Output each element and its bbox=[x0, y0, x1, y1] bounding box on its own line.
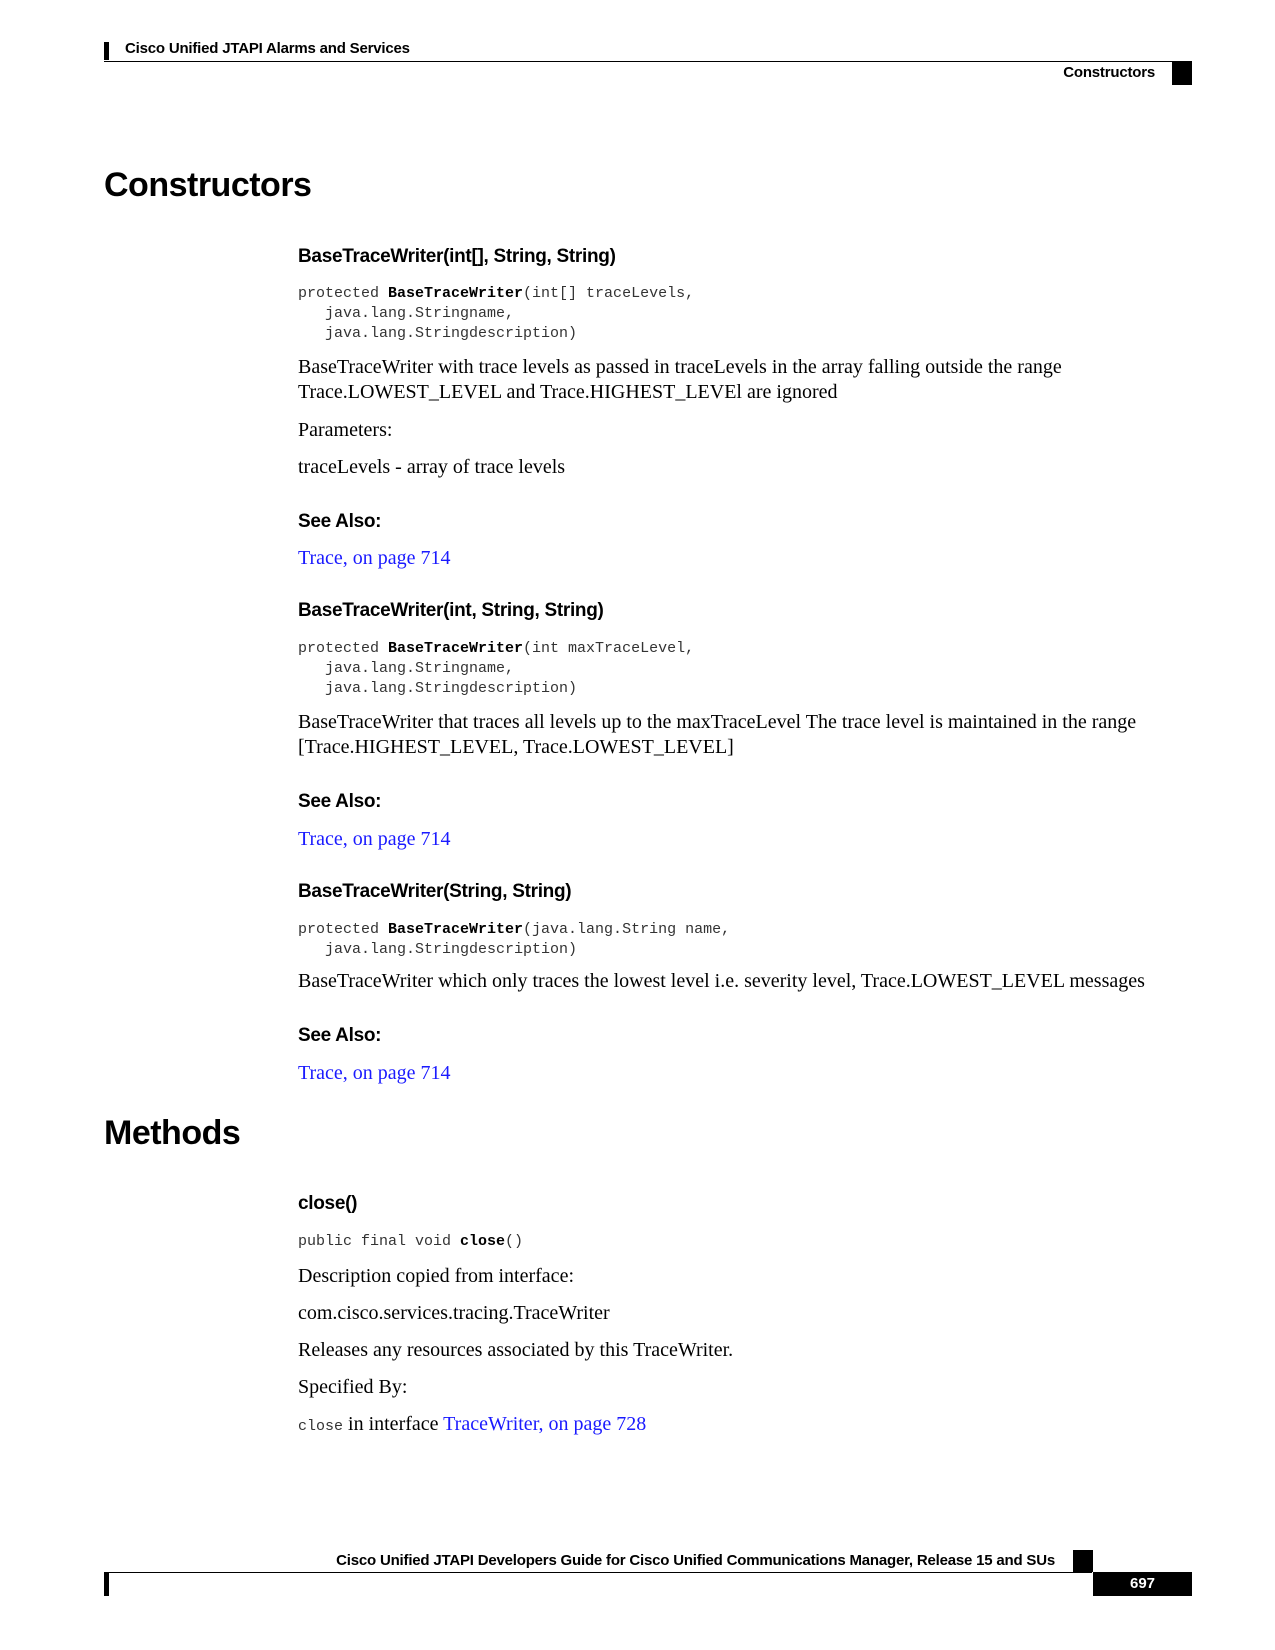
constructor-3-see-also-label: See Also: bbox=[298, 1025, 382, 1046]
trace-link[interactable]: Trace, on page 714 bbox=[298, 547, 451, 569]
footer-guide-title: Cisco Unified JTAPI Developers Guide for Cisco Unified Communications Manager, Release 15 and SUs bbox=[336, 1552, 1055, 1569]
constructor-2-signature: protected BaseTraceWriter(int maxTraceLevel, java.lang.Stringname, java.lang.Stringdescription) bbox=[298, 640, 695, 697]
constructor-1-description: BaseTraceWriter with trace levels as passed in traceLevels in the array falling outside the range Trace.LOWEST_LEVEL and Trace.HIGHEST_LEVEl are ignored bbox=[298, 356, 1062, 403]
footer-bar bbox=[104, 1572, 109, 1596]
constructor-1-title: BaseTraceWriter(int[], String, String) bbox=[298, 246, 616, 267]
method-close-specified-label: Specified By: bbox=[298, 1376, 408, 1398]
method-close-interface: com.cisco.services.tracing.TraceWriter bbox=[298, 1302, 610, 1324]
header-bar bbox=[104, 42, 109, 60]
header-rule bbox=[104, 61, 1192, 62]
constructor-2-title: BaseTraceWriter(int, String, String) bbox=[298, 600, 604, 621]
close-code: close bbox=[298, 1418, 344, 1435]
trace-link[interactable]: Trace, on page 714 bbox=[298, 828, 451, 850]
header-marker bbox=[1172, 61, 1192, 85]
constructor-1-params-label: Parameters: bbox=[298, 419, 393, 441]
methods-heading: Methods bbox=[104, 1114, 241, 1152]
method-close-specified-by: close in interface TraceWriter, on page 728 bbox=[298, 1413, 647, 1435]
constructor-1-param: traceLevels - array of trace levels bbox=[298, 456, 566, 478]
constructors-heading: Constructors bbox=[104, 166, 312, 204]
constructor-3-description: BaseTraceWriter which only traces the lowest level i.e. severity level, Trace.LOWEST_LEVEL messages bbox=[298, 970, 1145, 992]
constructor-2-see-also-label: See Also: bbox=[298, 791, 382, 812]
header-section-title: Constructors bbox=[1063, 64, 1155, 81]
constructor-3-title: BaseTraceWriter(String, String) bbox=[298, 881, 572, 902]
trace-link[interactable]: Trace, on page 714 bbox=[298, 1062, 451, 1084]
method-close-signature: public final void close() bbox=[298, 1233, 524, 1250]
constructor-2-description: BaseTraceWriter that traces all levels up to the maxTraceLevel The trace level is maintained in the range [Trace.HIGHEST_LEVEL, Trace.LOWEST_LEVEL] bbox=[298, 711, 1137, 758]
method-close-description: Releases any resources associated by this TraceWriter. bbox=[298, 1339, 734, 1361]
tracewriter-link[interactable]: TraceWriter, on page 728 bbox=[443, 1413, 647, 1435]
footer-rule bbox=[104, 1572, 1092, 1573]
constructor-2-see-also bbox=[298, 827, 1188, 852]
method-close-desc-label: Description copied from interface: bbox=[298, 1265, 574, 1287]
header-book-title: Cisco Unified JTAPI Alarms and Services bbox=[125, 40, 410, 57]
constructor-1-signature: protected BaseTraceWriter(int[] traceLevels, java.lang.Stringname, java.lang.Stringdescription) bbox=[298, 285, 695, 342]
constructor-1-see-also bbox=[298, 546, 1188, 571]
footer-marker bbox=[1073, 1550, 1093, 1572]
page-number: 697 bbox=[1093, 1572, 1192, 1596]
constructor-3-signature: protected BaseTraceWriter(java.lang.String name, java.lang.Stringdescription) bbox=[298, 921, 731, 958]
constructor-3-see-also bbox=[298, 1061, 1188, 1086]
constructor-1-see-also-label: See Also: bbox=[298, 511, 382, 532]
method-close-title: close() bbox=[298, 1193, 358, 1214]
